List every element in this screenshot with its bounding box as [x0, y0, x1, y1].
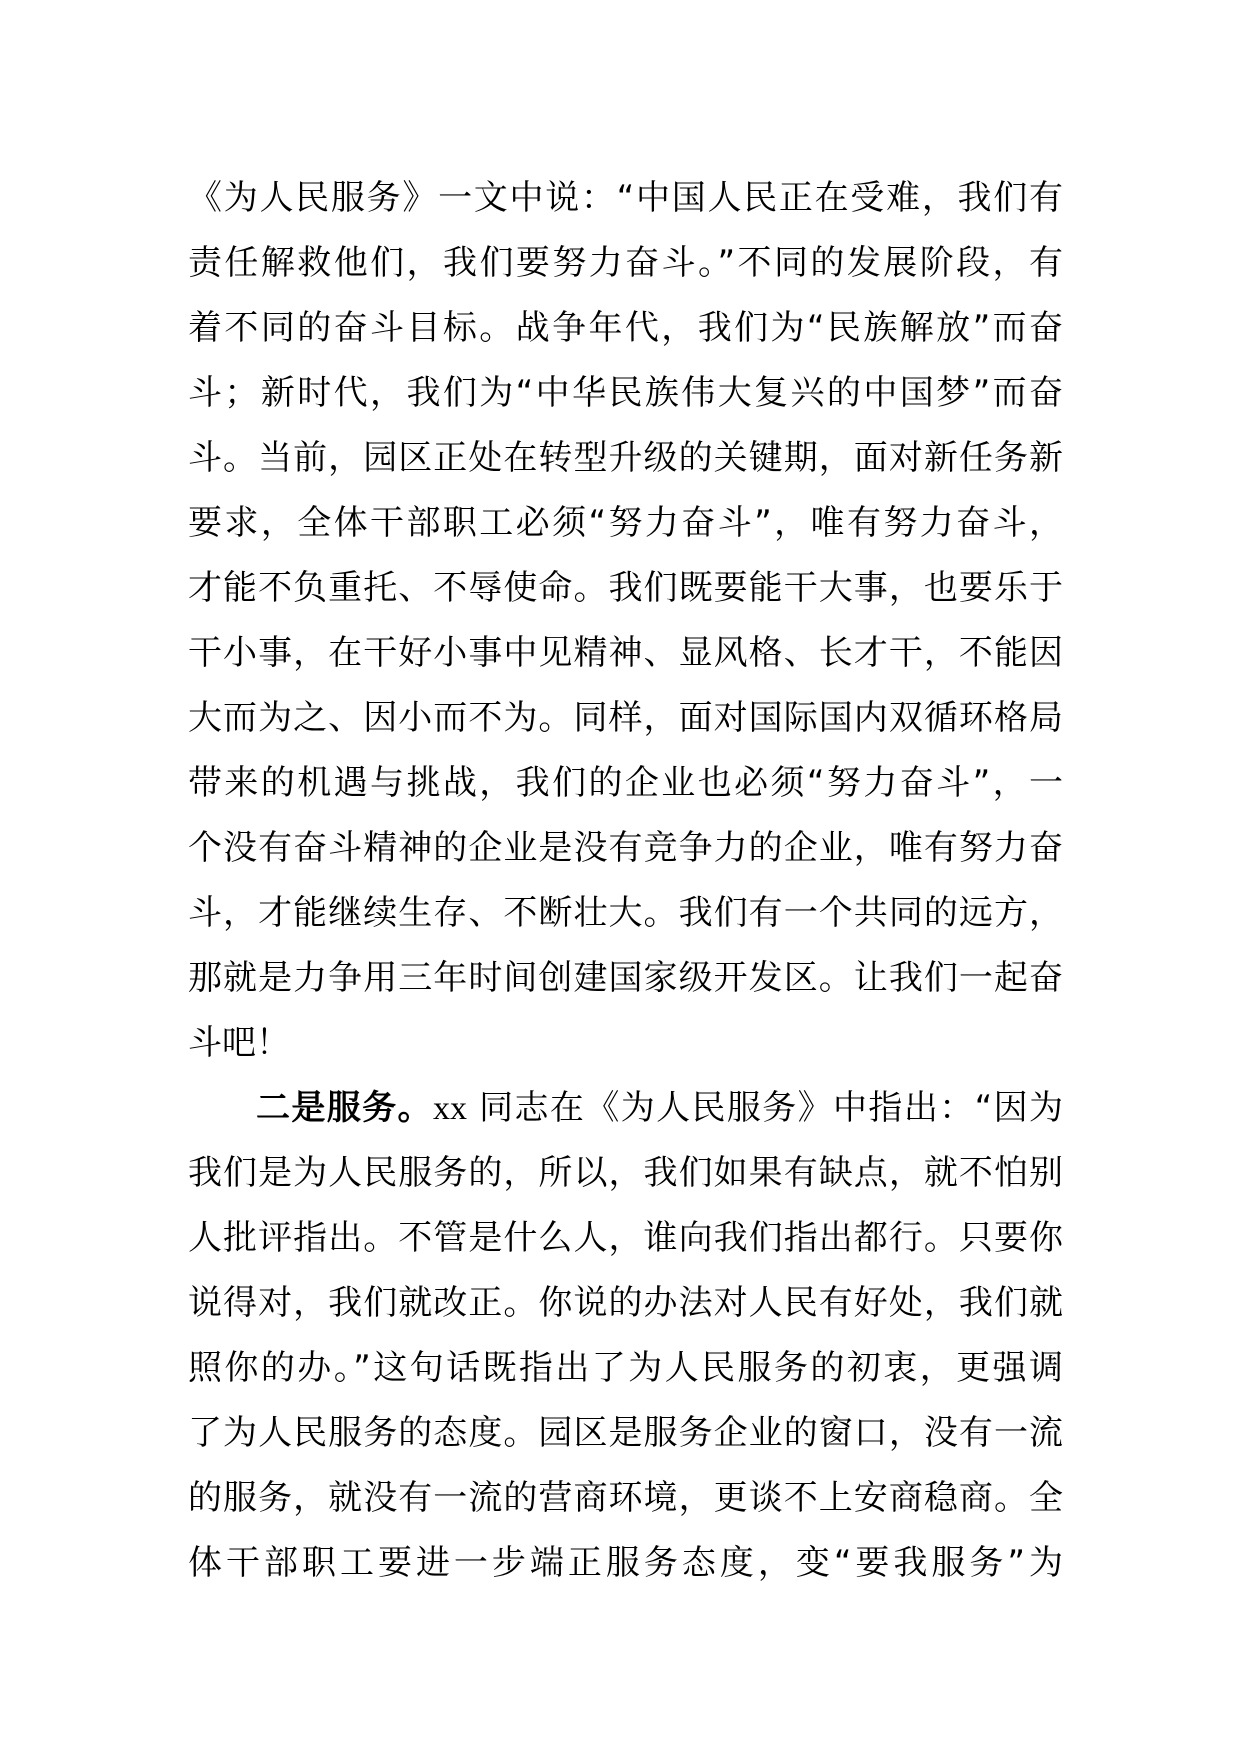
- paragraph-line: 着不同的奋斗目标。战争年代，我们为“民族解放”而奋: [188, 308, 1063, 348]
- paragraph-line: 《为人民服务》一文中说：“中国人民正在受难，我们有: [188, 178, 1063, 218]
- paragraph-line: 大而为之、因小而不为。同样，面对国际国内双循环格局: [188, 698, 1063, 738]
- paragraph-line: 说得对，我们就改正。你说的办法对人民有好处，我们就: [188, 1283, 1063, 1323]
- paragraph-line: 斗。当前，园区正处在转型升级的关键期，面对新任务新: [188, 438, 1063, 478]
- paragraph-line: 责任解救他们，我们要努力奋斗。”不同的发展阶段，有: [188, 243, 1063, 283]
- paragraph-service: [188, 1076, 1063, 1596]
- paragraph-line: 那就是力争用三年时间创建国家级开发区。让我们一起奋: [188, 958, 1063, 998]
- paragraph-line: 人批评指出。不管是什么人，谁向我们指出都行。只要你: [188, 1218, 1063, 1258]
- paragraph-striving: [188, 166, 1063, 1076]
- paragraph-line: 了为人民服务的态度。园区是服务企业的窗口，没有一流: [188, 1413, 1063, 1453]
- paragraph-line: 斗吧！: [188, 1023, 290, 1063]
- paragraph-line: 个没有奋斗精神的企业是没有竞争力的企业，唯有努力奋: [188, 828, 1063, 868]
- paragraph-line: 体干部职工要进一步端正服务态度，变“要我服务”为: [188, 1543, 1063, 1583]
- section-heading: 二是服务。: [256, 1088, 433, 1128]
- document-body: [188, 166, 1063, 1596]
- paragraph-line: 斗，才能继续生存、不断壮大。我们有一个共同的远方，: [188, 893, 1063, 933]
- name-placeholder: xx: [432, 1090, 467, 1127]
- paragraph-line: 我们是为人民服务的，所以，我们如果有缺点，就不怕别: [188, 1153, 1063, 1193]
- paragraph-line: 才能不负重托、不辱使命。我们既要能干大事，也要乐于: [188, 568, 1063, 608]
- paragraph-line: 照你的办。”这句话既指出了为人民服务的初衷，更强调: [188, 1348, 1063, 1388]
- paragraph-line: 斗；新时代，我们为“中华民族伟大复兴的中国梦”而奋: [188, 373, 1063, 413]
- paragraph-line: 带来的机遇与挑战，我们的企业也必须“努力奋斗”，一: [188, 763, 1063, 803]
- paragraph-line-text: 同志在《为人民服务》中指出：“因为: [479, 1088, 1063, 1128]
- paragraph-line: 的服务，就没有一流的营商环境，更谈不上安商稳商。全: [188, 1478, 1063, 1518]
- paragraph-line: 要求，全体干部职工必须“努力奋斗”，唯有努力奋斗，: [188, 503, 1063, 543]
- paragraph-line: 干小事，在干好小事中见精神、显风格、长才干，不能因: [188, 633, 1063, 673]
- paragraph-first-line: [188, 1076, 1063, 1141]
